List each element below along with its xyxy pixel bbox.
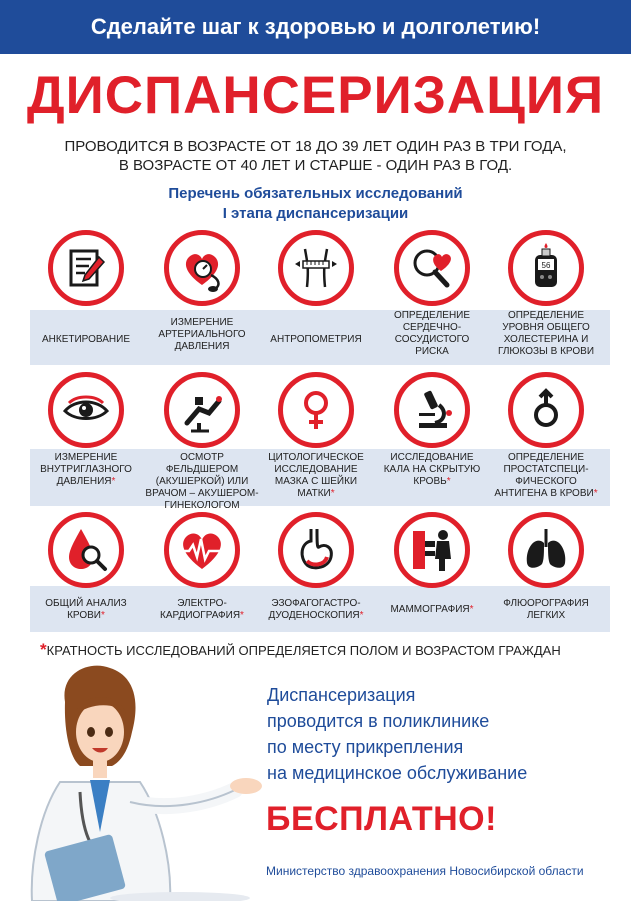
heart-magnifier-icon: [405, 241, 459, 295]
exam-label-line: РИСКА: [415, 346, 449, 357]
exam-label: [144, 598, 260, 622]
exam-label-line: ГИНЕКОЛОГОМ: [164, 500, 240, 511]
stomach-icon: [289, 523, 343, 577]
exam-label-line: ДАВЛЕНИЯ: [174, 341, 230, 352]
exam-label-line: ФИЧЕСКОГО: [515, 476, 577, 487]
svg-text:56: 56: [541, 261, 551, 270]
male-symbol-badge: [508, 372, 584, 448]
exam-label-star: *: [446, 476, 451, 487]
info-line: Диспансеризация: [267, 685, 416, 705]
exam-label-line: ОПРЕДЕЛЕНИЕ: [393, 310, 471, 321]
microscope-badge: [394, 372, 470, 448]
exam-label-line: ИССЛЕДОВАНИЕ: [390, 452, 474, 463]
questionnaire-badge: [48, 230, 124, 306]
exam-label: [258, 334, 374, 346]
exam-label-line: ЭЗОФАГОГАСТРО-: [271, 598, 361, 609]
blood-pressure-icon: [175, 241, 229, 295]
exam-label: [488, 310, 604, 358]
footnote-text: КРАТНОСТЬ ИССЛЕДОВАНИЙ ОПРЕДЕЛЯЕТСЯ ПОЛОМ И ВОЗРАСТОМ ГРАЖДАН: [46, 643, 561, 658]
gynecology-chair-icon: [175, 383, 229, 437]
blood-drop-magnifier-badge: [48, 512, 124, 588]
exam-label: [28, 598, 144, 622]
anthropometry-badge: [278, 230, 354, 306]
footnote: [40, 640, 620, 660]
doctor-illustration: [20, 662, 270, 901]
subtitle-line: В ВОЗРАСТЕ ОТ 40 ЛЕТ И СТАРШЕ - ОДИН РАЗ В ГОД.: [118, 157, 513, 174]
exam-label-star: *: [359, 610, 364, 621]
info-block: [267, 682, 527, 786]
exam-label-star: *: [101, 610, 105, 621]
eye-badge: [48, 372, 124, 448]
exam-label-line: АРТЕРИАЛЬНОГО: [158, 329, 246, 340]
exam-label: [258, 598, 374, 622]
exam-label-star: *: [330, 488, 335, 499]
male-symbol-icon: [519, 383, 573, 437]
subtitle-line: ПРОВОДИТСЯ В ВОЗРАСТЕ ОТ 18 ДО 39 ЛЕТ ОДИН РАЗ В ТРИ ГОДА,: [64, 138, 567, 155]
glucometer-icon: [519, 241, 573, 295]
list-heading-line: I этапа диспансеризации: [222, 205, 409, 222]
exam-label-line: ЦИТОЛОГИЧЕСКОЕ: [268, 452, 364, 463]
heart-ecg-icon: [175, 523, 229, 577]
female-symbol-badge: [278, 372, 354, 448]
exam-label-line: КРОВЬ*: [413, 476, 451, 487]
info-line: проводится в поликлинике: [267, 711, 490, 731]
exam-label: [488, 452, 604, 500]
exam-label-line: ДАВЛЕНИЯ*: [56, 476, 116, 487]
exam-label-line: АНКЕТИРОВАНИЕ: [42, 334, 130, 345]
ministry-label: Министерство здравоохранения Новосибирской области: [266, 864, 584, 878]
exam-label-line: ДУОДЕНОСКОПИЯ*: [268, 610, 364, 621]
exam-label-line: СОСУДИСТОГО: [394, 334, 470, 345]
exam-label-line: ЛЕГКИХ: [526, 610, 566, 621]
exam-label-line: (АКУШЕРКОЙ) ИЛИ: [155, 476, 249, 487]
gynecology-chair-badge: [164, 372, 240, 448]
microscope-icon: [405, 383, 459, 437]
exam-label-star: *: [469, 604, 474, 615]
exam-label-line: МАТКИ*: [297, 488, 335, 499]
exam-label-line: ОПРЕДЕЛЕНИЕ: [507, 310, 585, 321]
lungs-icon: [519, 523, 573, 577]
exam-label-line: УРОВНЯ ОБЩЕГО: [502, 322, 590, 333]
exam-label-line: МАЗКА С ШЕЙКИ: [274, 476, 358, 487]
exam-label-line: ВНУТРИГЛАЗНОГО: [40, 464, 132, 475]
exam-label: [28, 452, 144, 488]
exam-label-star: *: [240, 610, 244, 621]
exam-label-line: СЕРДЕЧНО-: [402, 322, 462, 333]
exam-label-line: АНТИГЕНА В КРОВИ*: [494, 488, 598, 499]
exam-label-line: МАММОГРАФИЯ*: [390, 604, 474, 615]
exam-label: [488, 598, 604, 622]
page-title: ДИСПАНСЕРИЗАЦИЯ: [26, 66, 605, 125]
exam-label-line: КАЛА НА СКРЫТУЮ: [383, 464, 481, 475]
questionnaire-icon: [59, 241, 113, 295]
exam-label: [374, 310, 490, 358]
exam-label-line: ГЛЮКОЗЫ В КРОВИ: [497, 346, 595, 357]
anthropometry-icon: [289, 241, 343, 295]
exam-label-line: КРОВИ*: [67, 610, 105, 621]
exam-label-line: ОПРЕДЕЛЕНИЕ: [507, 452, 585, 463]
banner-text: Сделайте шаг к здоровью и долголетию!: [90, 14, 541, 39]
free-label: БЕСПЛАТНО!: [266, 800, 497, 838]
subtitle: [0, 137, 631, 175]
exam-label-line: ИССЛЕДОВАНИЕ: [274, 464, 358, 475]
blood-drop-magnifier-icon: [59, 523, 113, 577]
exam-label: [374, 604, 490, 616]
exam-label: [258, 452, 374, 500]
exam-label-line: ФЛЮОРОГРАФИЯ: [503, 598, 589, 609]
exam-label: [374, 452, 490, 488]
exam-label-star: *: [111, 476, 116, 487]
top-banner: [0, 0, 631, 54]
info-line: по месту прикрепления: [267, 737, 464, 757]
stomach-badge: [278, 512, 354, 588]
mammography-icon: [405, 523, 459, 577]
exam-label-line: ЭЛЕКТРО-: [177, 598, 227, 609]
exam-label-line: ОСМОТР ФЕЛЬДШЕРОМ: [165, 452, 239, 475]
exam-label: [144, 452, 260, 512]
exam-label: [144, 317, 260, 353]
exam-label-line: ИЗМЕРЕНИЕ: [54, 452, 118, 463]
exam-label-line: ХОЛЕСТЕРИНА И: [503, 334, 589, 345]
mammography-badge: [394, 512, 470, 588]
heart-ecg-badge: [164, 512, 240, 588]
heart-magnifier-badge: [394, 230, 470, 306]
blood-pressure-badge: [164, 230, 240, 306]
exam-label-line: ВРАЧОМ – АКУШЕРОМ-: [145, 488, 259, 499]
exam-label-line: ИЗМЕРЕНИЕ: [170, 317, 234, 328]
info-line: на медицинское обслуживание: [267, 763, 528, 783]
exam-label-line: ПРОСТАТСПЕЦИ-: [503, 464, 589, 475]
female-symbol-icon: [289, 383, 343, 437]
lungs-badge: [508, 512, 584, 588]
list-heading-line: Перечень обязательных исследований: [168, 185, 463, 202]
glucometer-badge: [508, 230, 584, 306]
eye-icon: [59, 383, 113, 437]
exam-label-star: *: [593, 488, 598, 499]
exam-label-line: АНТРОПОМЕТРИЯ: [270, 334, 362, 345]
footnote-star: *: [40, 640, 47, 659]
exam-label-line: КАРДИОГРАФИЯ*: [160, 610, 244, 621]
exam-label-line: ОБЩИЙ АНАЛИЗ: [45, 598, 127, 609]
list-heading: [0, 184, 631, 224]
exam-label: [28, 334, 144, 346]
